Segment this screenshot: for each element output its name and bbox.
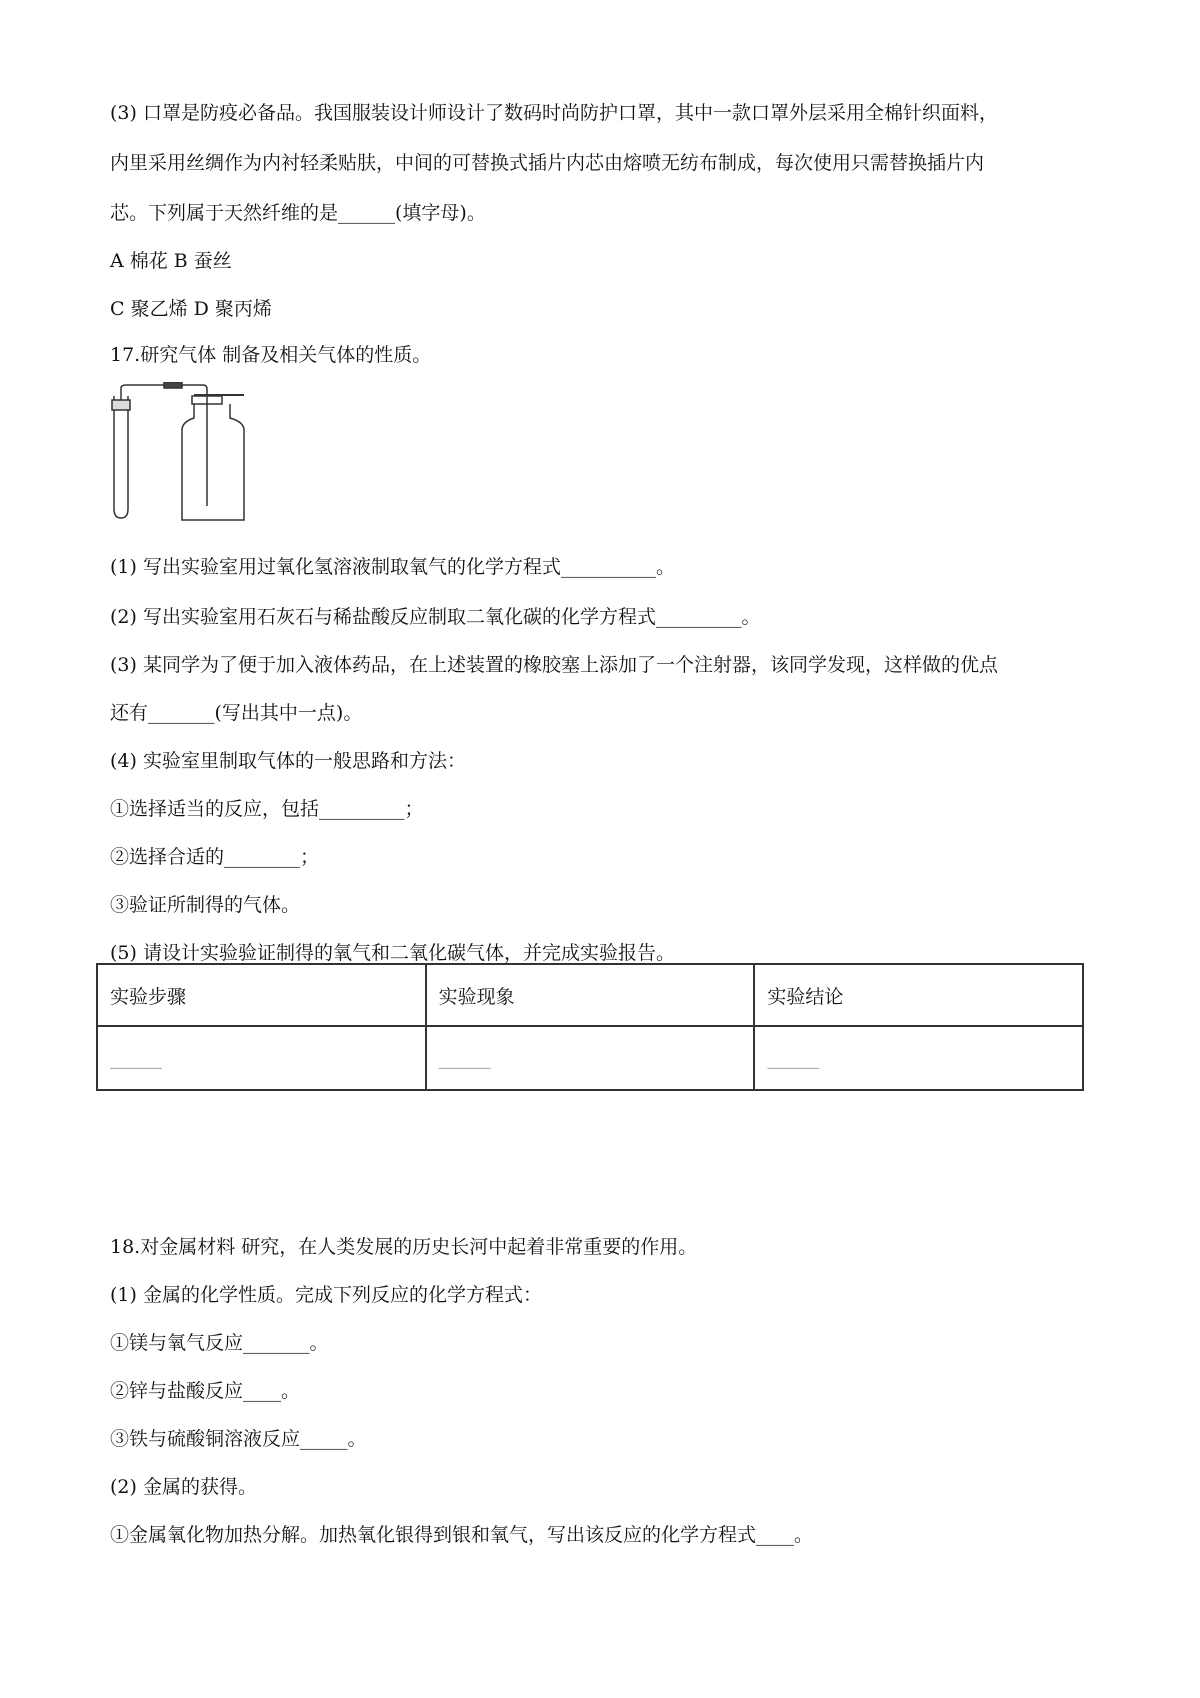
header-cell-steps: 实验步骤 bbox=[97, 964, 426, 1026]
q18-part1: (1) 金属的化学性质。完成下列反应的化学方程式： bbox=[110, 1284, 542, 1306]
q17-part4-step3: ③验证所制得的气体。 bbox=[110, 894, 301, 916]
table-header-row bbox=[97, 964, 1083, 1026]
q17-part4: (4) 实验室里制取气体的一般思路和方法： bbox=[110, 750, 466, 772]
q18-part2-a: ①金属氧化物加热分解。加热氧化银得到银和氧气，写出该反应的化学方程式____。 bbox=[110, 1524, 814, 1546]
blank-cell-conclusion[interactable] bbox=[754, 1026, 1083, 1090]
q18-part2: (2) 金属的获得。 bbox=[110, 1476, 257, 1498]
answer-blank: ______ bbox=[110, 1047, 161, 1069]
q16-options-row2: C 聚乙烯 D 聚丙烯 bbox=[110, 298, 272, 320]
blank-cell-phenomenon[interactable] bbox=[426, 1026, 755, 1090]
header-cell-phenomenon: 实验现象 bbox=[426, 964, 755, 1026]
answer-blank: ______ bbox=[438, 1047, 490, 1069]
q18-part1-c: ③铁与硫酸铜溶液反应_____。 bbox=[110, 1428, 367, 1450]
q17-part4-step1: ①选择适当的反应，包括_________； bbox=[110, 798, 424, 820]
test-tube bbox=[114, 396, 128, 518]
q16-part3-line3: 芯。下列属于天然纤维的是______(填字母)。 bbox=[110, 202, 486, 224]
q17-title: 17.研究气体 制备及相关气体的性质。 bbox=[110, 344, 432, 366]
q16-options-row1: A 棉花 B 蚕丝 bbox=[110, 250, 232, 272]
q16-part3-line1: (3) 口罩是防疫必备品。我国服装设计师设计了数码时尚防护口罩，其中一款口罩外层采用全棉针织面料， bbox=[110, 102, 998, 124]
experiment-report-table bbox=[96, 963, 1084, 1091]
gas-collecting-bottle bbox=[182, 404, 244, 520]
q17-part3-line1: (3) 某同学为了便于加入液体药品，在上述装置的橡胶塞上添加了一个注射器，该同学发现，这样做的优点 bbox=[110, 654, 998, 676]
q18-part1-b: ②锌与盐酸反应____。 bbox=[110, 1380, 301, 1402]
test-tube-stopper bbox=[112, 400, 130, 410]
q17-part3-line2: 还有_______(写出其中一点)。 bbox=[110, 702, 363, 724]
blank-cell-steps[interactable] bbox=[97, 1026, 426, 1090]
q18-title: 18.对金属材料 研究，在人类发展的历史长河中起着非常重要的作用。 bbox=[110, 1236, 698, 1258]
table-row bbox=[97, 1026, 1083, 1090]
q17-part5: (5) 请设计实验验证制得的氧气和二氧化碳气体，并完成实验报告。 bbox=[110, 942, 675, 964]
q17-part2: (2) 写出实验室用石灰石与稀盐酸反应制取二氧化碳的化学方程式_________。 bbox=[110, 606, 761, 628]
q16-part3-line2: 内里采用丝绸作为内衬轻柔贴肤，中间的可替换式插片内芯由熔喷无纺布制成，每次使用只需替换插片内 bbox=[110, 152, 985, 174]
header-cell-conclusion: 实验结论 bbox=[754, 964, 1083, 1026]
rubber-connector bbox=[164, 382, 182, 388]
q18-part1-a: ①镁与氧气反应_______。 bbox=[110, 1332, 329, 1354]
q17-part4-step2: ②选择合适的________； bbox=[110, 846, 320, 868]
q17-part1: (1) 写出实验室用过氧化氢溶液制取氧气的化学方程式__________。 bbox=[110, 556, 675, 578]
answer-blank: ______ bbox=[767, 1047, 819, 1069]
gas-apparatus-diagram bbox=[108, 382, 266, 522]
delivery-tube-right bbox=[180, 385, 207, 506]
